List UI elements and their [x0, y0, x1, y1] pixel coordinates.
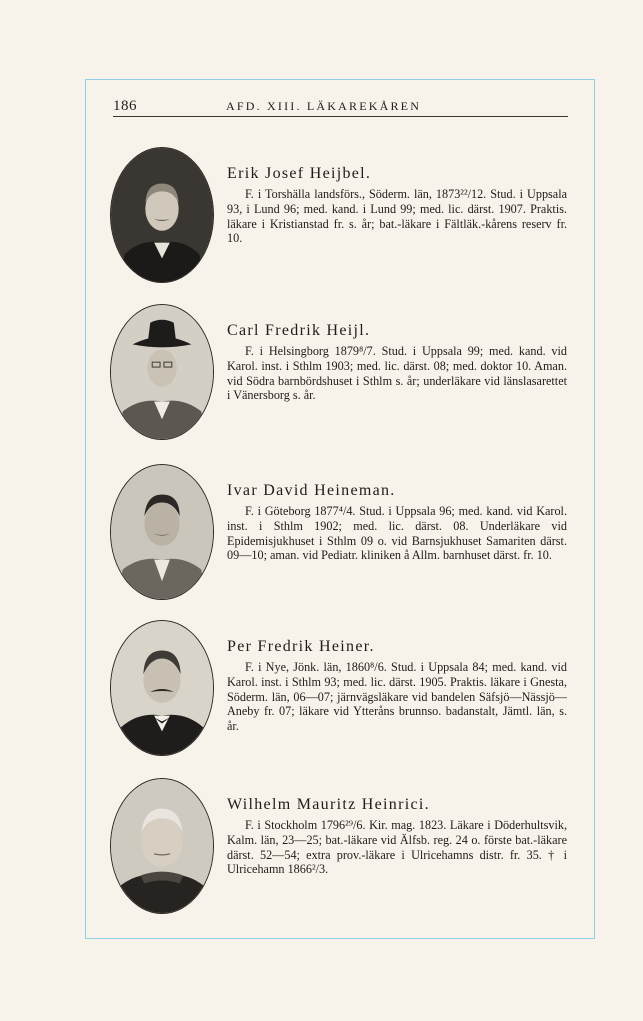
portrait-photo [110, 147, 214, 283]
person-name: Carl Fredrik Heijl. [227, 322, 371, 339]
portrait-photo [110, 620, 214, 756]
person-name: Wilhelm Mauritz Heinrici. [227, 796, 430, 813]
biography-entry [110, 464, 570, 604]
portrait-photo [110, 778, 214, 914]
biography-text: F. i Torshälla landsförs., Söderm. län, 1873²²/12. Stud. i Uppsala 93, i Lund 96; med. kand. i Lund 99; med. lic. därst. 1907. Praktis. läkare i Kristianstad fr. s. år; bat.-läkare i Fältläk.-kårens reserv fr. 10. [227, 187, 567, 246]
biography-text: F. i Stockholm 1796²⁹/6. Kir. mag. 1823. Läkare i Döderhultsvik, Kalm. län, 23—25; bat.-läkare vid Älfsb. reg. 24 o. förste bat.-läkare därst. 52—54; extra prov.-läkare i Ulricehamns distr. fr. 35. † i Ulricehamn 1866²/3. [227, 818, 567, 877]
running-title: AFD. XIII. LÄKAREKÅREN [226, 99, 422, 113]
biography-entry [110, 147, 570, 287]
portrait-photo [110, 304, 214, 440]
biography-text: F. i Göteborg 1877⁴/4. Stud. i Uppsala 96; med. kand. vid Karol. inst. i Sthlm 1902; med. lic. därst. 08. Underläkare vid Epidemisjukhuset i Sthlm 09 o. vid Barnsjukhuset Samariten därst. 09—10; aman. vid Pediatr. kliniken å Allm. barnhuset därst. fr. 10. [227, 504, 567, 563]
portrait-photo [110, 464, 214, 600]
person-name: Per Fredrik Heiner. [227, 638, 375, 655]
biography-text: F. i Helsingborg 1879⁸/7. Stud. i Uppsala 99; med. kand. vid Karol. inst. i Sthlm 1903; med. lic. därst. 08; med. doktor 10. Aman. vid Södra barnbördshuset i Sthlm s. år; underläkare vid länslasarettet i Vänersborg s. år. [227, 344, 567, 403]
page-header [113, 98, 568, 117]
person-name: Ivar David Heineman. [227, 482, 396, 499]
biography-entry [110, 620, 570, 760]
page-number: 186 [113, 98, 137, 114]
person-name: Erik Josef Heijbel. [227, 165, 372, 182]
biography-text: F. i Nye, Jönk. län, 1860⁸/6. Stud. i Uppsala 84; med. kand. vid Karol. inst. i Sthlm 93; med. lic. därst. 1905. Praktis. läkare i Gnesta, Söderm. län, 06—07; järnvägsläkare vid bandelen Säfsjö—Nässjö—Aneby fr. 07; läkare vid Ytteråns brunnso. badanstalt, Jämtl. län, s. år. [227, 660, 567, 734]
biography-entry [110, 778, 570, 918]
biography-entry [110, 304, 570, 444]
